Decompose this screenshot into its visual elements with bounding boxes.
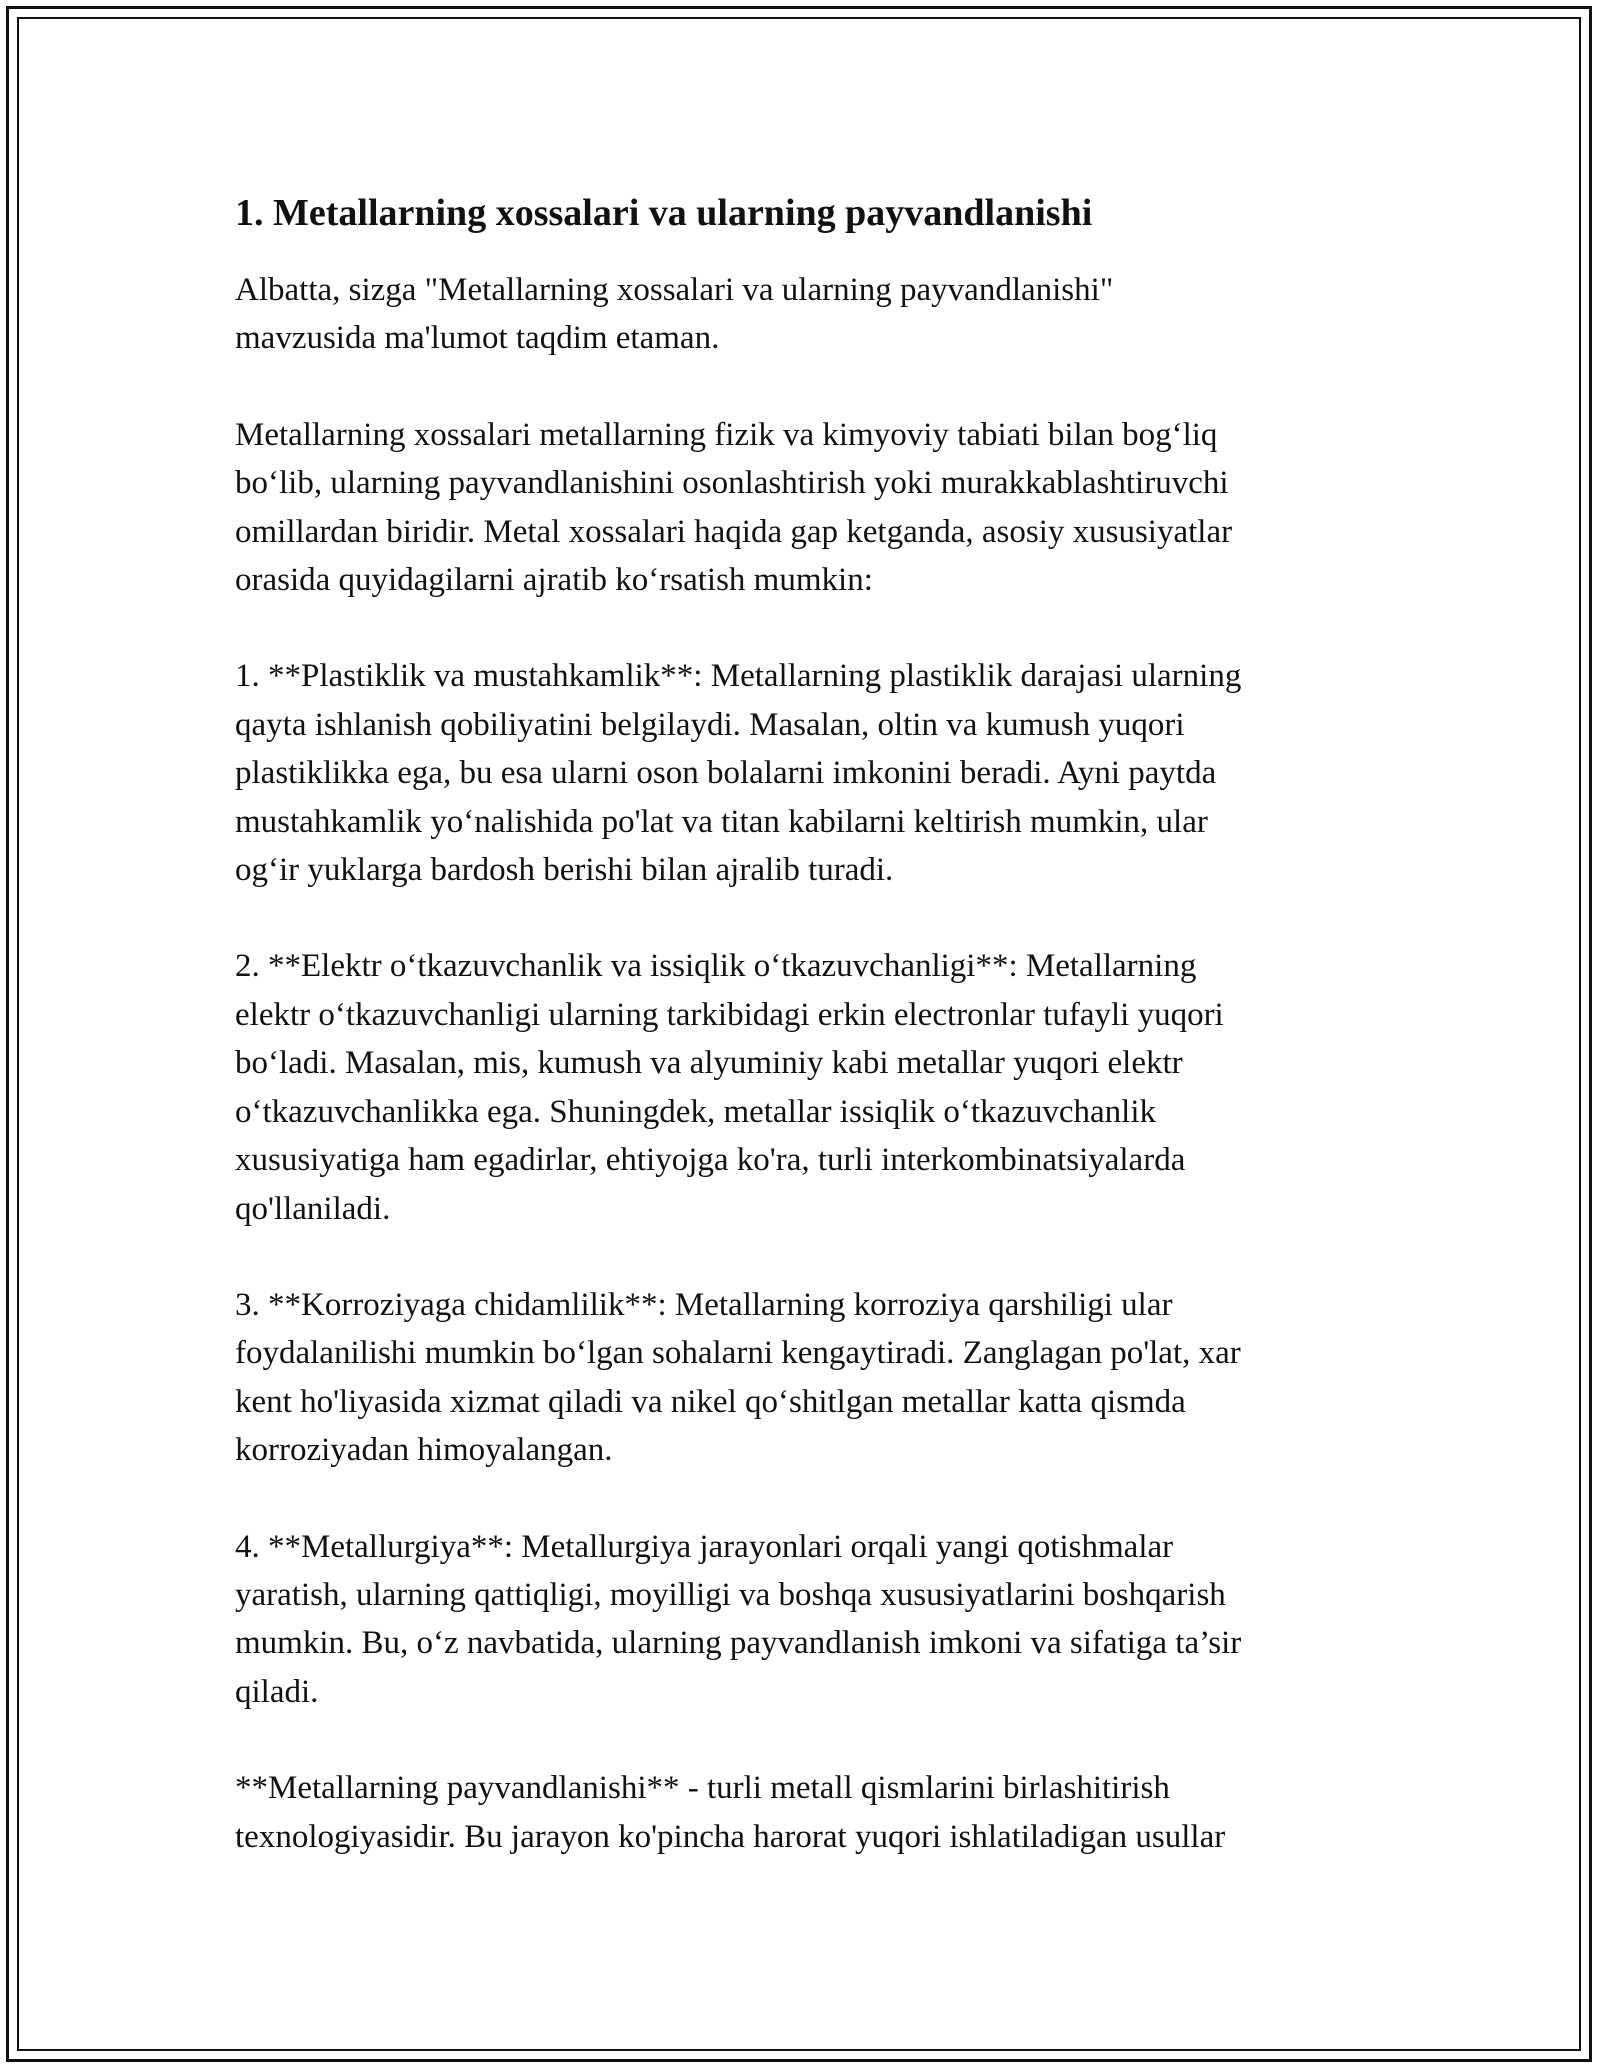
paragraph: [235, 1523, 1375, 1717]
paragraph-line: foydalanilishi mumkin bo‘lgan sohalarni kengaytiradi. Zanglagan po'lat, xar: [235, 1335, 1241, 1372]
paragraph-line: o‘tkazuvchanlikka ega. Shuningdek, metallar issiqlik o‘tkazuvchanlik: [235, 1093, 1156, 1130]
paragraph: [235, 266, 1375, 363]
paragraph-line: Albatta, sizga "Metallarning xossalari va ularning payvandlanishi": [235, 272, 1114, 308]
paragraph-line: mavzusida ma'lumot taqdim etaman.: [235, 320, 720, 357]
paragraph-line: 1. **Plastiklik va mustahkamlik**: Metallarning plastiklik darajasi ularning: [235, 658, 1242, 695]
paragraph: [235, 411, 1375, 605]
paragraph: [235, 652, 1375, 894]
paragraph-line: orasida quyidagilarni ajratib ko‘rsatish mumkin:: [235, 562, 873, 599]
paragraph-line: 2. **Elektr o‘tkazuvchanlik va issiqlik o‘tkazuvchanligi**: Metallarning: [235, 948, 1197, 985]
paragraph-line: bo‘ladi. Masalan, mis, kumush va alyuminiy kabi metallar yuqori elektr: [235, 1045, 1183, 1082]
paragraph-line: kent ho'liyasida xizmat qiladi va nikel qo‘shitlgan metallar katta qismda: [235, 1383, 1186, 1420]
paragraph-line: qayta ishlanish qobiliyatini belgilaydi. Masalan, oltin va kumush yuqori: [235, 706, 1185, 743]
paragraph-line: qiladi.: [235, 1673, 319, 1710]
paragraph-line: omillardan biridir. Metal xossalari haqida gap ketganda, asosiy xususiyatlar: [235, 513, 1233, 550]
paragraph-line: 3. **Korroziyaga chidamlilik**: Metallarning korroziya qarshiligi ular: [235, 1286, 1173, 1323]
paragraph-line: og‘ir yuklarga bardosh berishi bilan ajralib turadi.: [235, 852, 894, 889]
paragraph-line: korroziyadan himoyalangan.: [235, 1432, 613, 1469]
paragraph-line: Metallarning xossalari metallarning fizik va kimyoviy tabiati bilan bog‘liq: [235, 416, 1218, 453]
paragraph-line: elektr o‘tkazuvchanligi ularning tarkibidagi erkin electronlar tufayli yuqori: [235, 996, 1224, 1033]
paragraph-line: yaratish, ularning qattiqligi, moyilligi va boshqa xususiyatlarini boshqarish: [235, 1576, 1226, 1613]
paragraph-line: mustahkamlik yo‘nalishida po'lat va titan kabilarni keltirish mumkin, ular: [235, 803, 1208, 840]
paragraph-line: plastiklikka ega, bu esa ularni oson bolalarni imkonini beradi. Ayni paytda: [235, 755, 1217, 792]
paragraph-line: 4. **Metallurgiya**: Metallurgiya jarayonlari orqali yangi qotishmalar: [235, 1528, 1174, 1565]
paragraph: [235, 1281, 1375, 1475]
paragraph-line: bo‘lib, ularning payvandlanishini osonlashtirish yoki murakkablashtiruvchi: [235, 465, 1229, 502]
paragraph-line: **Metallarning payvandlanishi** - turli metall qismlarini birlashitirish: [235, 1770, 1170, 1807]
document-body: [235, 188, 1375, 1909]
paragraph-list: [235, 266, 1375, 1861]
paragraph-line: xususiyatiga ham egadirlar, ehtiyojga ko'ra, turli interkombinatsiyalarda: [235, 1142, 1186, 1179]
paragraph-line: texnologiyasidir. Bu jarayon ko'pincha harorat yuqori ishlatiladigan usullar: [235, 1818, 1226, 1855]
paragraph: [235, 942, 1375, 1232]
paragraph-line: qo'llaniladi.: [235, 1190, 391, 1227]
paragraph-line: mumkin. Bu, o‘z navbatida, ularning payvandlanish imkoni va sifatiga ta’sir: [235, 1625, 1242, 1662]
document-heading: 1. Metallarning xossalari va ularning payvandlanishi: [235, 192, 1093, 234]
paragraph: [235, 1764, 1375, 1861]
